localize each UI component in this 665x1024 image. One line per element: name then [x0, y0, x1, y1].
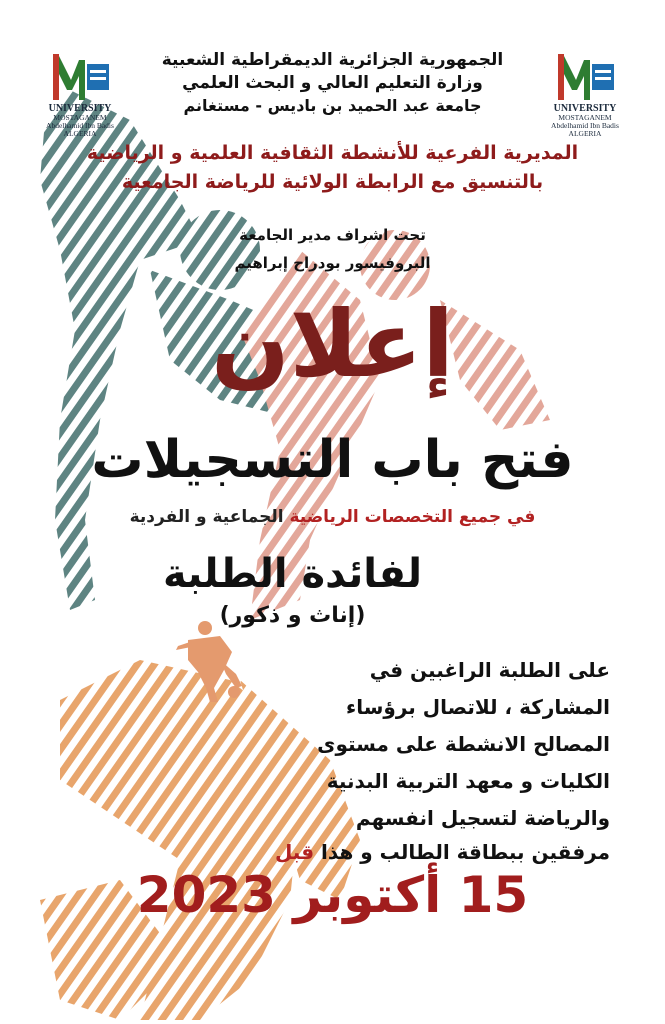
directorate-name: المديرية الفرعية للأنشطة الثقافية العلمية و الرياضية [86, 142, 579, 164]
logo-country-label: ALGERIA [63, 129, 97, 138]
deadline-word: قبل [274, 840, 315, 864]
logo-city-label: MOSTAGANEM [558, 113, 612, 122]
republic-name: الجمهورية الجزائرية الديمقراطية الشعبية [161, 50, 504, 70]
patron-name: البروفيسور بودراح إبراهيم [234, 254, 431, 272]
gender-note: (إناث و ذكور) [219, 603, 366, 628]
university-name: جامعة عبد الحميد بن باديس - مستغانم [183, 96, 482, 115]
announcement-title: إعلان [211, 291, 454, 398]
body-text-line: على الطلبة الراغبين في [369, 658, 610, 682]
body-text-line: والرياضة لتسجيل انفسهم [355, 806, 610, 830]
logo-founder-label: Abdelhamid Ibn Badis [46, 121, 114, 130]
logo-university-label: UNIVERSITY [48, 103, 112, 114]
body-text-line: المصالح الانشطة على مستوى [317, 732, 610, 756]
beneficiaries-heading: لفائدة الطلبة [162, 551, 423, 597]
specialties-types: الجماعية و الفردية [129, 507, 284, 527]
deadline-date: 15 أكتوبر 2023 [136, 866, 529, 924]
body-text-main: مرفقين ببطاقة الطالب و هذا [321, 840, 610, 864]
logo-city-label: MOSTAGANEM [53, 113, 107, 122]
logo-founder-label: Abdelhamid Ibn Badis [551, 121, 619, 130]
coordination-line: بالتنسيق مع الرابطة الولائية للرياضة الجامعية [121, 171, 544, 193]
registration-headline: فتح باب التسجيلات [91, 430, 574, 490]
ministry-name: وزارة التعليم العالي و البحث العلمي [182, 73, 483, 93]
specialties-highlight: في جميع التخصصات الرياضية [289, 507, 536, 527]
logo-university-label: UNIVERSITY [553, 103, 617, 114]
body-text-line: الكليات و معهد التربية البدنية [326, 769, 610, 793]
patronage-title: تحت اشراف مدير الجامعة [239, 226, 426, 244]
specialties-line [0, 504, 665, 530]
body-text-line: المشاركة ، للاتصال برؤساء [346, 695, 610, 719]
logo-country-label: ALGERIA [568, 129, 602, 138]
